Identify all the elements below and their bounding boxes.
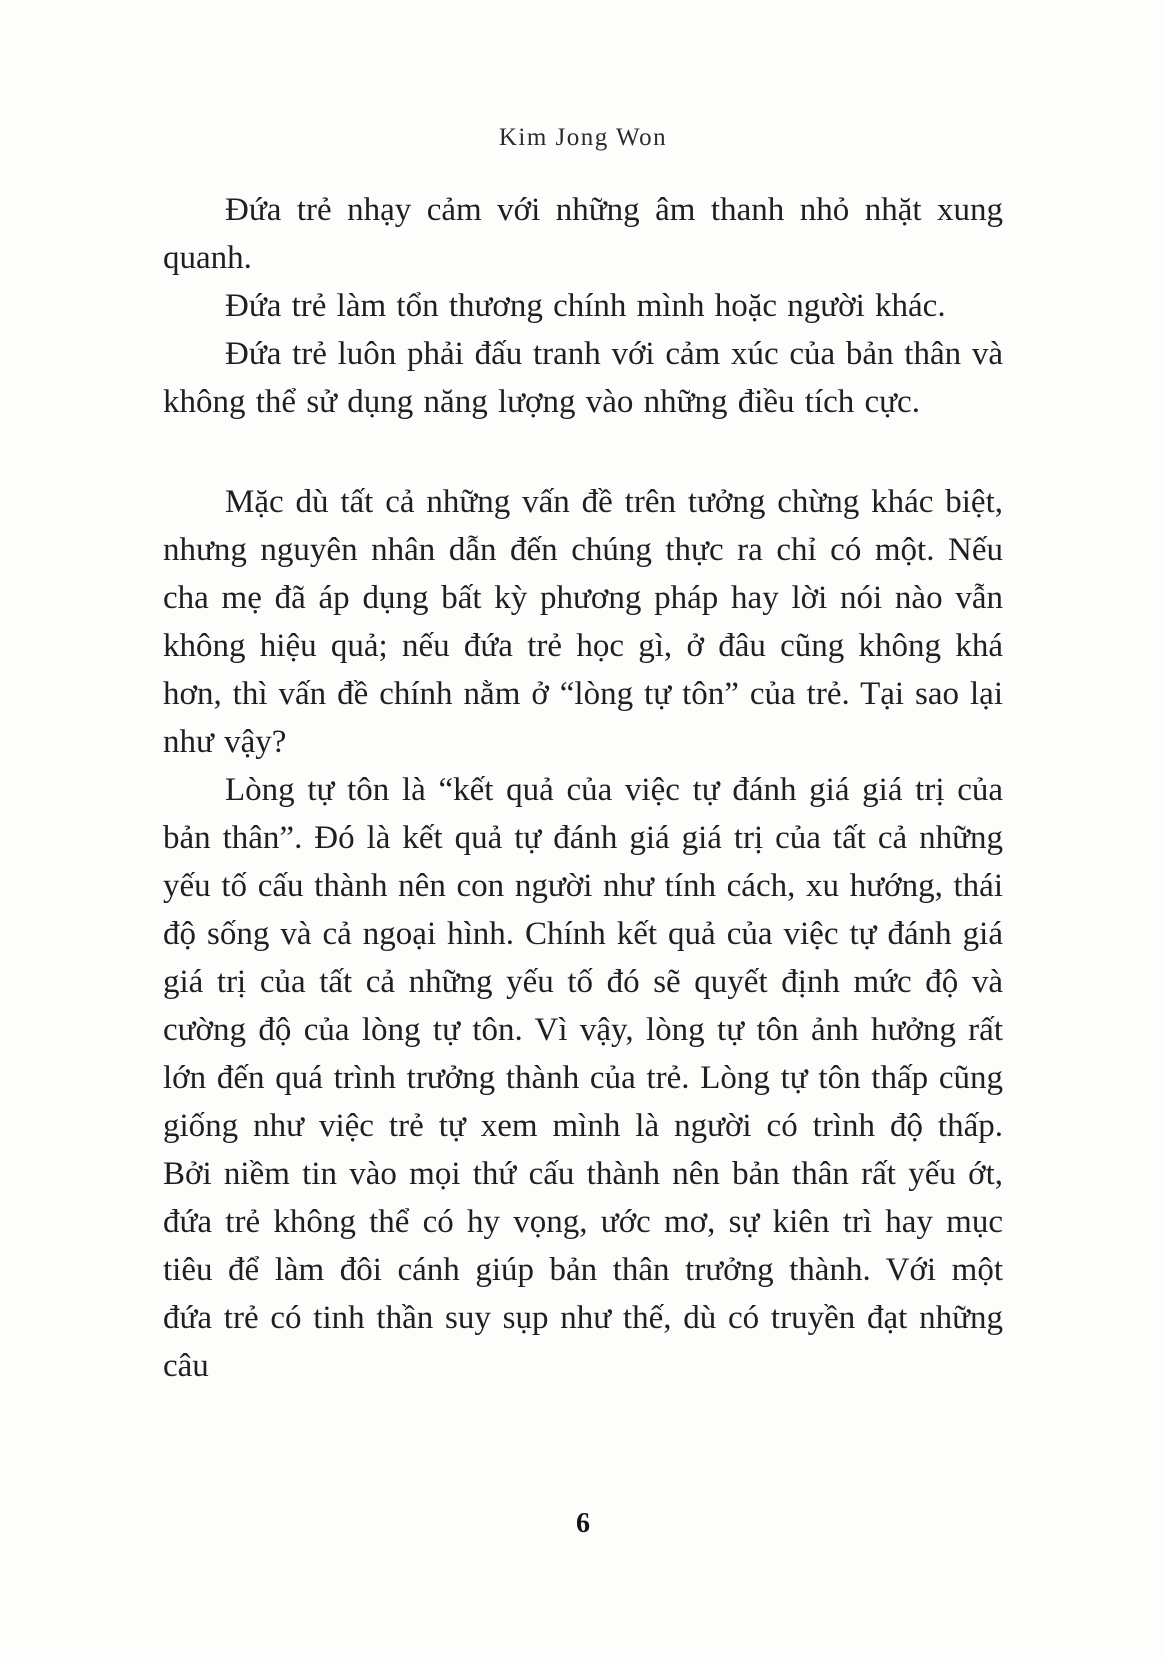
paragraph-child-hurts: Đứa trẻ làm tổn thương chính mình hoặc người khác.: [225, 288, 946, 324]
paragraph-child-sensitive: Đứa trẻ nhạy cảm với những âm thanh nhỏ nhặt xung quanh.: [163, 192, 1003, 276]
body-text: [163, 186, 1003, 1390]
paragraph-self-esteem-definition: Lòng tự tôn là “kết quả của việc tự đánh giá giá trị của bản thân”. Đó là kết quả tự đánh giá giá trị của tất cả những yếu tố cấu thành nên con người như tính cách, xu hướng, thái độ sống và cả ngoại hình. Chính kết quả của việc tự đánh giá giá trị của tất cả những yếu tố đó sẽ quyết định mức độ và cường độ của lòng tự tôn. Vì vậy, lòng tự tôn ảnh hưởng rất lớn đến quá trình trưởng thành của trẻ. Lòng tự tôn thấp cũng giống như việc trẻ tự xem mình là người có trình độ thấp. Bởi niềm tin vào mọi thứ cấu thành nên bản thân rất yếu ớt, đứa trẻ không thể có hy vọng, ước mơ, sự kiên trì hay mục tiêu để làm đôi cánh giúp bản thân trưởng thành. Với một đứa trẻ có tinh thần suy sụp như thế, dù có truyền đạt những câu: [163, 772, 1003, 1384]
page-number: 6: [576, 1508, 590, 1539]
paragraph-single-cause: Mặc dù tất cả những vấn đề trên tưởng chừng khác biệt, nhưng nguyên nhân dẫn đến chúng thực ra chỉ có một. Nếu cha mẹ đã áp dụng bất kỳ phương pháp hay lời nói nào vẫn không hiệu quả; nếu đứa trẻ học gì, ở đâu cũng không khá hơn, thì vấn đề chính nằm ở “lòng tự tôn” của trẻ. Tại sao lại như vậy?: [163, 484, 1003, 760]
paragraph-child-struggles: Đứa trẻ luôn phải đấu tranh với cảm xúc của bản thân và không thể sử dụng năng lượng vào những điều tích cực.: [163, 336, 1003, 420]
running-header: Kim Jong Won: [498, 124, 668, 151]
